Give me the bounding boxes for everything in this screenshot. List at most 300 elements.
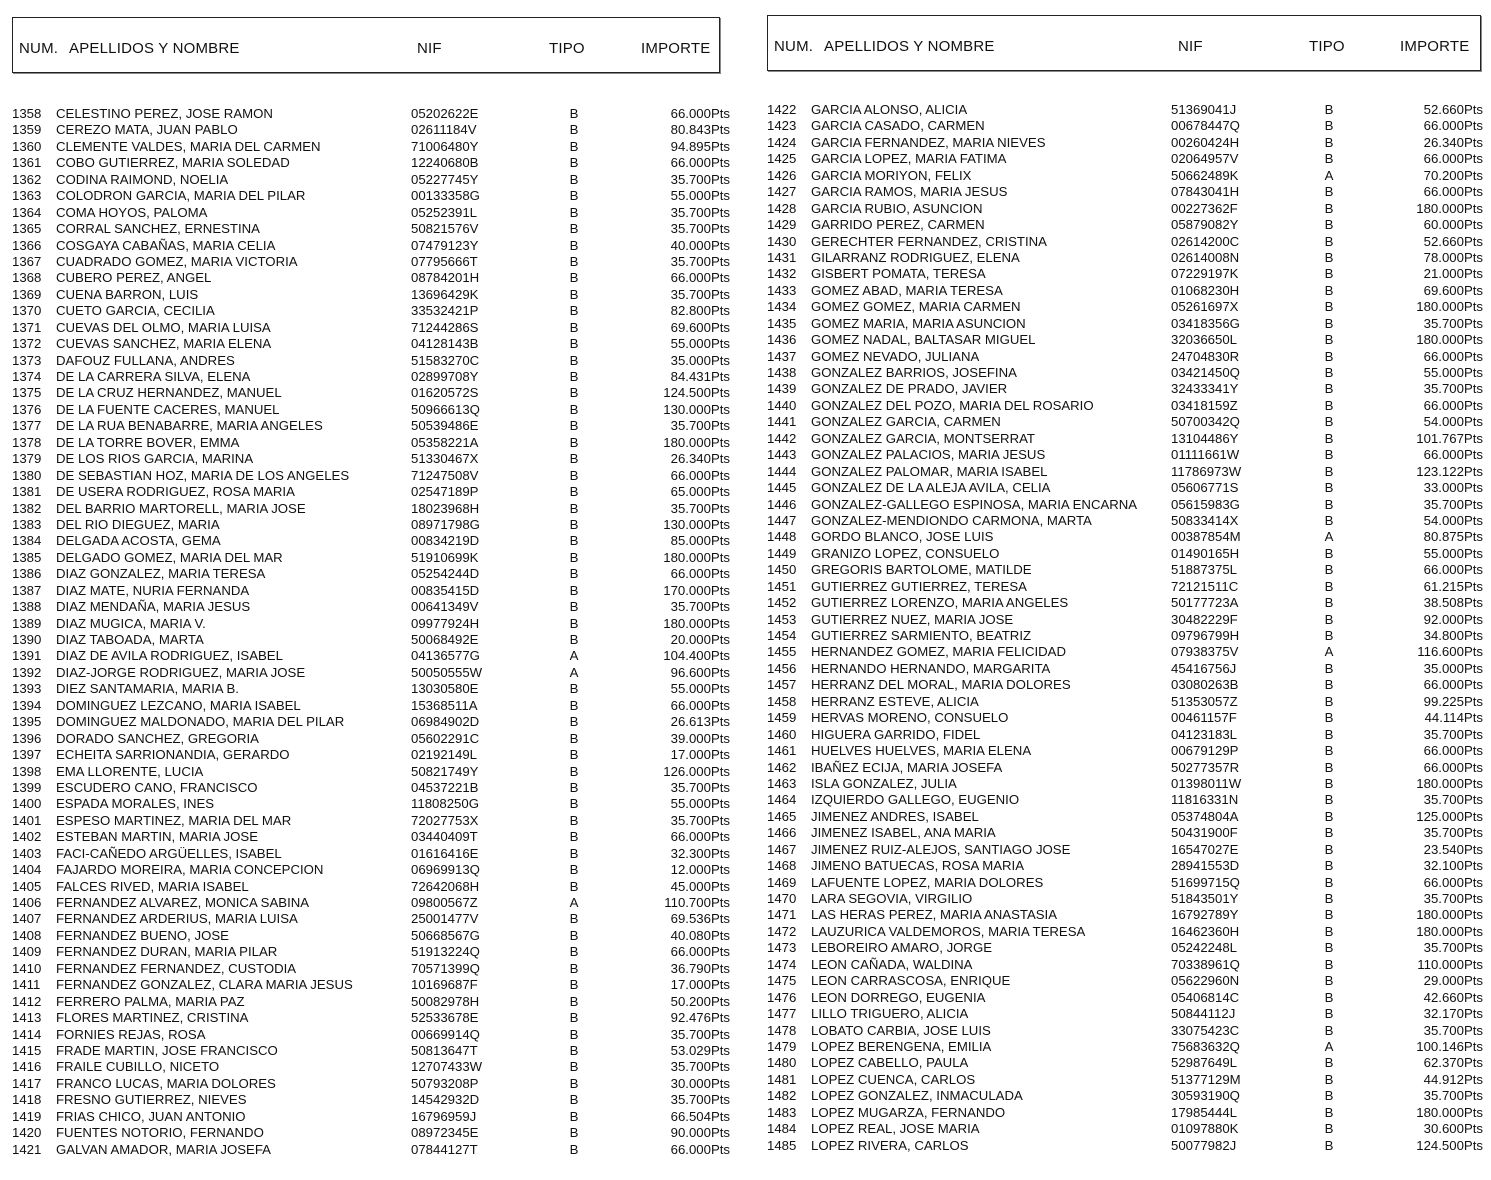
row-importe: 94.895Pts [670,138,730,154]
row-tipo: B [1324,1055,1334,1071]
table-row [12,1010,742,1026]
row-tipo: B [569,927,579,943]
row-nif: 33532421P [411,303,479,319]
table-row [12,501,742,517]
row-tipo: B [1324,118,1334,134]
row-name: GONZALEZ DE LA ALEJA AVILA, CELIA [811,480,1051,496]
row-name: GARCIA ALONSO, ALICIA [811,102,968,117]
row-importe: 35.700Pts [1423,940,1483,956]
row-tipo: B [569,878,579,894]
row-num: 1403 [12,845,42,861]
row-num: 1433 [767,282,797,298]
table-row [12,616,742,632]
row-nif: 12707433W [411,1059,483,1075]
row-num: 1429 [767,217,797,233]
row-name: DOMINGUEZ MALDONADO, MARIA DEL PILAR [56,714,345,730]
row-nif: 50539486E [411,418,479,434]
row-importe: 35.700Pts [670,1026,730,1042]
row-name: GONZALEZ BARRIOS, JOSEFINA [811,365,1017,380]
row-tipo: B [1324,825,1334,841]
row-nif: 72027753X [411,812,479,828]
table-row [12,188,742,204]
row-name: CUADRADO GOMEZ, MARIA VICTORIA [56,253,298,269]
table-row [12,1027,742,1043]
row-importe: 23.540Pts [1423,841,1483,857]
table-row [12,1125,742,1141]
row-num: 1383 [12,516,42,532]
row-nif: 01111661W [1171,447,1240,463]
table-row [767,612,1485,628]
row-name: DEL RIO DIEGUEZ, MARIA [56,516,220,532]
row-tipo: B [1324,512,1334,528]
row-tipo: B [1324,973,1334,989]
row-nif: 00133358G [411,188,480,204]
row-importe: 30.600Pts [1423,1121,1483,1137]
row-nif: 50813647T [411,1042,478,1058]
row-tipo: B [1324,249,1334,265]
row-tipo: B [1324,907,1334,923]
row-tipo: B [1324,1071,1334,1087]
row-num: 1470 [767,891,797,906]
row-tipo: B [1324,628,1334,643]
row-importe: 35.700Pts [670,779,730,795]
row-tipo: B [569,352,579,368]
header-nif: NIF [1178,38,1203,55]
row-nif: 71244286S [411,319,479,335]
row-num: 1384 [12,533,42,549]
row-importe: 66.000Pts [670,697,730,713]
row-name: GOMEZ ABAD, MARIA TERESA [811,282,1003,298]
table-row [767,644,1485,660]
row-importe: 61.215Pts [1423,578,1483,594]
row-tipo: B [569,812,579,828]
header-nif: NIF [417,40,442,57]
row-nif: 00641349V [411,599,479,615]
row-nif: 02614008N [1171,249,1240,265]
row-nif: 71247508V [411,467,479,483]
table-row [12,435,742,451]
row-num: 1426 [767,167,797,183]
row-name: FERNANDEZ BUENO, JOSE [56,927,229,943]
row-tipo: B [1324,595,1334,611]
row-num: 1373 [12,352,42,368]
row-importe: 35.700Pts [1423,1022,1483,1038]
row-name: DORADO SANCHEZ, GREGORIA [56,730,259,746]
row-name: DE LA CARRERA SILVA, ELENA [56,369,251,384]
row-nif: 00678447Q [1171,118,1240,134]
row-name: GERECHTER FERNANDEZ, CRISTINA [811,233,1047,249]
row-num: 1438 [767,365,797,380]
row-name: GONZALEZ DE PRADO, JAVIER [811,381,1008,397]
row-name: COBO GUTIERREZ, MARIA SOLEDAD [56,155,290,171]
row-importe: 66.000Pts [1423,874,1483,890]
row-importe: 99.225Pts [1423,693,1483,709]
row-tipo: B [1324,381,1334,397]
row-tipo: B [1324,184,1334,200]
table-row [767,250,1485,266]
row-name: FRESNO GUTIERREZ, NIEVES [56,1092,247,1108]
row-name: DE LOS RIOS GARCIA, MARINA [56,451,254,467]
row-tipo: B [1324,891,1334,906]
row-name: CODINA RAIMOND, NOELIA [56,171,229,187]
row-name: LARA SEGOVIA, VIRGILIO [811,891,973,906]
row-importe: 35.700Pts [670,1059,730,1075]
row-num: 1368 [12,270,42,286]
row-num: 1399 [12,779,42,795]
row-tipo: B [569,615,579,631]
row-tipo: B [1324,365,1334,380]
row-num: 1398 [12,763,42,779]
row-nif: 01068230H [1171,282,1240,298]
row-nif: 04123183L [1171,726,1238,742]
row-nif: 50833414X [1171,512,1239,528]
table-row [12,484,742,500]
row-nif: 05254244D [411,566,480,582]
row-nif: 04136577G [411,648,480,664]
row-importe: 55.000Pts [670,681,730,697]
row-num: 1446 [767,496,797,512]
table-row [767,266,1485,282]
row-nif: 05406814C [1171,989,1240,1005]
row-importe: 50.200Pts [670,993,730,1009]
table-row [767,1039,1485,1055]
row-tipo: B [569,303,579,319]
table-row [12,155,742,171]
table-row [12,254,742,270]
row-num: 1404 [12,862,42,878]
row-importe: 35.700Pts [670,812,730,828]
row-num: 1390 [12,632,42,647]
row-name: FORNIES REJAS, ROSA [56,1026,206,1042]
row-num: 1428 [767,200,797,216]
row-name: ESPADA MORALES, INES [56,796,215,812]
row-importe: 55.000Pts [670,796,730,812]
row-name: DE LA CRUZ HERNANDEZ, MANUEL [56,385,282,401]
row-nif: 01490165H [1171,545,1240,561]
row-nif: 14542932D [411,1092,480,1108]
row-tipo: B [1324,660,1334,676]
row-num: 1408 [12,927,42,943]
row-nif: 28941553D [1171,858,1240,874]
row-tipo: B [1324,200,1334,216]
row-name: ESPESO MARTINEZ, MARIA DEL MAR [56,812,292,828]
row-name: DIAZ GONZALEZ, MARIA TERESA [56,566,266,582]
row-importe: 36.790Pts [670,960,730,976]
row-num: 1467 [767,841,797,857]
row-name: GRANIZO LOPEZ, CONSUELO [811,545,1000,561]
row-nif: 02611184V [411,122,477,138]
row-name: GUTIERREZ SARMIENTO, BEATRIZ [811,628,1032,643]
table-row [767,1006,1485,1022]
row-name: LILLO TRIGUERO, ALICIA [811,1006,969,1022]
row-tipo: B [569,714,579,730]
row-tipo: B [1324,266,1334,282]
row-importe: 180.000Pts [663,615,730,631]
table-row [767,201,1485,217]
row-name: GUTIERREZ GUTIERREZ, TERESA [811,578,1027,594]
row-importe: 35.700Pts [670,418,730,434]
row-tipo: B [569,516,579,532]
table-row [767,513,1485,529]
row-name: IZQUIERDO GALLEGO, EUGENIO [811,792,1020,808]
row-num: 1444 [767,463,797,479]
row-name: FALCES RIVED, MARIA ISABEL [56,878,249,894]
table-row [767,940,1485,956]
row-num: 1413 [12,1010,42,1026]
table-row [12,681,742,697]
row-tipo: B [569,993,579,1009]
row-tipo: B [1324,956,1334,972]
row-num: 1386 [12,566,42,582]
row-name: CLEMENTE VALDES, MARIA DEL CARMEN [56,138,321,154]
row-num: 1405 [12,878,42,894]
row-num: 1436 [767,332,797,348]
row-num: 1430 [767,233,797,249]
table-row [12,320,742,336]
row-nif: 50277357R [1171,759,1240,775]
row-name: LOPEZ CABELLO, PAULA [811,1055,969,1071]
row-tipo: B [1324,677,1334,693]
row-name: DE LA TORRE BOVER, EMMA [56,434,240,450]
row-num: 1415 [12,1042,42,1058]
row-importe: 55.000Pts [1423,545,1483,561]
row-importe: 38.508Pts [1423,595,1483,611]
row-nif: 05879082Y [1171,217,1239,233]
row-tipo: B [569,286,579,302]
row-nif: 05606771S [1171,480,1239,496]
row-importe: 66.000Pts [1423,677,1483,693]
row-nif: 01620572S [411,385,479,401]
table-row [12,336,742,352]
row-importe: 66.000Pts [1423,397,1483,413]
row-nif: 50077982J [1171,1137,1237,1153]
row-nif: 01616416E [411,845,479,861]
row-name: GORDO BLANCO, JOSE LUIS [811,529,994,545]
row-num: 1468 [767,858,797,874]
row-name: DE LA RUA BENABARRE, MARIA ANGELES [56,418,323,434]
table-row [12,928,742,944]
row-nif: 50068492E [411,632,479,647]
row-nif: 00461157F [1171,710,1237,726]
row-nif: 00227362F [1171,200,1238,216]
table-row [12,731,742,747]
row-nif: 51699715Q [1171,874,1240,890]
row-name: CUEVAS DEL OLMO, MARIA LUISA [56,319,271,335]
row-nif: 05358221A [411,434,479,450]
row-nif: 45416756J [1171,660,1237,676]
row-name: GONZALEZ-MENDIONDO CARMONA, MARTA [811,512,1092,528]
row-num: 1447 [767,512,797,528]
row-name: GOMEZ GOMEZ, MARIA CARMEN [811,299,1021,315]
table-row [12,533,742,549]
table-row [767,168,1485,184]
row-nif: 00679129P [1171,743,1239,759]
row-num: 1453 [767,611,797,627]
table-row [767,792,1485,808]
row-num: 1443 [767,447,797,463]
row-name: DE USERA RODRIGUEZ, ROSA MARIA [56,484,295,500]
row-importe: 130.000Pts [663,401,730,417]
row-nif: 71006480Y [411,138,479,154]
table-row [767,349,1485,365]
row-name: COLODRON GARCIA, MARIA DEL PILAR [56,188,306,204]
row-tipo: B [1324,693,1334,709]
row-name: LAS HERAS PEREZ, MARIA ANASTASIA [811,907,1057,923]
row-tipo: B [569,401,579,417]
row-nif: 52987649L [1171,1055,1238,1071]
row-num: 1414 [12,1026,42,1042]
row-name: DE SEBASTIAN HOZ, MARIA DE LOS ANGELES [56,467,350,483]
row-nif: 09977924H [411,615,480,631]
row-name: FERNANDEZ DURAN, MARIA PILAR [56,944,278,960]
row-name: GARCIA MORIYON, FELIX [811,167,972,183]
row-importe: 66.000Pts [1423,759,1483,775]
row-name: GARCIA CASADO, CARMEN [811,118,985,134]
row-name: CORRAL SANCHEZ, ERNESTINA [56,221,260,237]
row-importe: 66.000Pts [670,829,730,845]
row-name: GARCIA FERNANDEZ, MARIA NIEVES [811,134,1046,150]
row-name: GONZALEZ PALACIOS, MARIA JESUS [811,447,1046,463]
row-num: 1369 [12,286,42,302]
row-tipo: B [569,106,579,121]
row-name: GONZALEZ-GALLEGO ESPINOSA, MARIA ENCARNA [811,496,1138,512]
row-num: 1454 [767,628,797,643]
row-importe: 66.000Pts [1423,743,1483,759]
row-num: 1371 [12,319,42,335]
table-row [767,1088,1485,1104]
row-num: 1458 [767,693,797,709]
row-name: DAFOUZ FULLANA, ANDRES [56,352,235,368]
row-importe: 29.000Pts [1423,973,1483,989]
row-name: GREGORIS BARTOLOME, MATILDE [811,562,1032,578]
row-nif: 32433341Y [1171,381,1239,397]
row-name: JIMENO BATUECAS, ROSA MARIA [811,858,1024,874]
row-nif: 50177723A [1171,595,1239,611]
row-importe: 35.700Pts [1423,726,1483,742]
row-name: GILARRANZ RODRIGUEZ, ELENA [811,249,1020,265]
row-tipo: B [1324,151,1334,167]
row-tipo: B [1324,940,1334,956]
row-importe: 32.300Pts [670,845,730,861]
table-row [12,139,742,155]
row-tipo: B [569,484,579,500]
row-num: 1442 [767,430,797,446]
row-nif: 50082978H [411,993,480,1009]
row-nif: 51910699K [411,549,479,565]
row-name: LAFUENTE LOPEZ, MARIA DOLORES [811,874,1044,890]
table-row [12,566,742,582]
row-nif: 52533678E [411,1010,479,1026]
row-importe: 17.000Pts [670,747,730,763]
row-num: 1427 [767,184,797,200]
row-name: CELESTINO PEREZ, JOSE RAMON [56,106,273,121]
row-num: 1455 [767,644,797,660]
row-tipo: B [569,188,579,204]
table-row [767,217,1485,233]
row-tipo: B [569,681,579,697]
row-num: 1481 [767,1071,797,1087]
row-num: 1452 [767,595,797,611]
table-row [767,858,1485,874]
row-nif: 24704830R [1171,348,1240,364]
table-row [12,402,742,418]
row-nif: 05227745Y [411,171,479,187]
table-row [12,221,742,237]
row-importe: 26.340Pts [1423,134,1483,150]
row-tipo: B [569,1075,579,1091]
row-importe: 33.000Pts [1423,480,1483,496]
row-num: 1396 [12,730,42,746]
row-tipo: B [1324,102,1334,117]
row-name: ISLA GONZALEZ, JULIA [811,775,957,791]
row-importe: 80.843Pts [670,122,730,138]
row-nif: 03418159Z [1171,397,1238,413]
row-num: 1370 [12,303,42,319]
row-tipo: B [1324,282,1334,298]
table-row [767,381,1485,397]
row-tipo: B [569,171,579,187]
row-num: 1431 [767,249,797,265]
row-name: DE LA FUENTE CACERES, MANUEL [56,401,280,417]
row-tipo: B [1324,1006,1334,1022]
table-row [767,710,1485,726]
row-num: 1466 [767,825,797,841]
row-num: 1445 [767,480,797,496]
row-nif: 05602291C [411,730,480,746]
header-num: NUM. [19,40,59,57]
table-row [767,973,1485,989]
row-importe: 69.600Pts [1423,282,1483,298]
row-name: HERVAS MORENO, CONSUELO [811,710,1009,726]
row-name: FACI-CAÑEDO ARGÜELLES, ISABEL [56,845,282,861]
row-num: 1372 [12,336,42,352]
row-name: FRAILE CUBILLO, NICETO [56,1059,220,1075]
row-tipo: B [1324,348,1334,364]
table-row [12,205,742,221]
table-row [767,809,1485,825]
row-num: 1450 [767,562,797,578]
row-importe: 35.700Pts [1423,315,1483,331]
table-row [12,238,742,254]
row-nif: 02192149L [411,747,478,763]
row-importe: 96.600Pts [670,664,730,680]
table-row [767,677,1485,693]
row-name: GUTIERREZ LORENZO, MARIA ANGELES [811,595,1069,611]
row-tipo: B [1324,611,1334,627]
row-num: 1421 [12,1141,42,1157]
row-importe: 66.000Pts [670,1141,730,1157]
row-num: 1482 [767,1088,797,1104]
row-name: DIAZ MENDAÑA, MARIA JESUS [56,599,251,615]
table-row [767,1072,1485,1088]
row-num: 1387 [12,582,42,598]
row-num: 1389 [12,615,42,631]
row-importe: 92.000Pts [1423,611,1483,627]
row-tipo: B [569,862,579,878]
row-num: 1374 [12,369,42,384]
row-name: DOMINGUEZ LEZCANO, MARIA ISABEL [56,697,301,713]
row-tipo: B [1324,726,1334,742]
row-num: 1375 [12,385,42,401]
row-tipo: B [1324,841,1334,857]
row-importe: 170.000Pts [663,582,730,598]
table-row [12,583,742,599]
row-tipo: B [1324,545,1334,561]
row-tipo: B [1324,1022,1334,1038]
row-importe: 34.800Pts [1423,628,1483,643]
table-row [767,875,1485,891]
row-name: FERNANDEZ ALVAREZ, MONICA SABINA [56,895,310,910]
